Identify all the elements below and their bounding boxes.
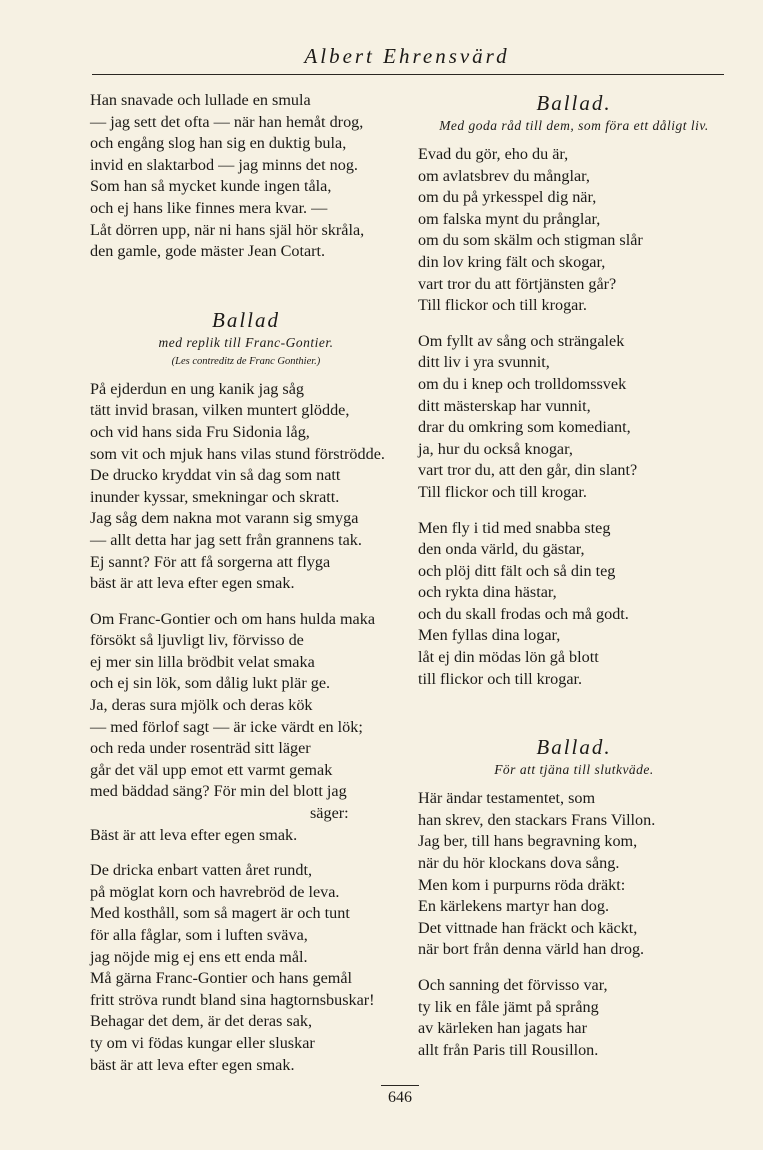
- verse-line: när bort från denna värld han drog.: [418, 940, 645, 959]
- verse-line: — med förlof sagt — är icke värdt en lök;: [90, 717, 363, 736]
- verse-line: vart tror du att förtjänsten går?: [418, 274, 617, 293]
- verse-line: vart tror du, att den går, din slant?: [418, 461, 638, 480]
- refrain-line: Bäst är att leva efter egen smak.: [90, 825, 298, 844]
- stanza: [90, 860, 402, 1076]
- verse-line: han skrev, den stackars Frans Villon.: [418, 810, 656, 829]
- verse-line: om du på yrkesspel dig när,: [418, 188, 597, 207]
- verse-line: En kärlekens martyr han dog.: [418, 897, 610, 916]
- right-column: [418, 90, 730, 1061]
- verse-line: och ej sin lök, som dålig lukt plär ge.: [90, 674, 331, 693]
- verse-line: Låt dörren upp, när ni hans själ hör skråla,: [90, 220, 365, 239]
- verse-line: Jag såg dem nakna mot varann sig smyga: [90, 509, 359, 528]
- verse-line: försökt så ljuvligt liv, förvisso de: [90, 631, 304, 650]
- section-gap: [90, 263, 402, 307]
- verse-line: allt från Paris till Rousillon.: [418, 1040, 599, 1059]
- ballad-title: Ballad: [212, 307, 280, 332]
- ballad-note: (Les contreditz de Franc Gonthier.): [171, 355, 321, 367]
- stanza-gap: [418, 317, 730, 331]
- verse-line: fritt ströva rundt bland sina hagtornsbuskar!: [90, 990, 375, 1009]
- ballad-subtitle: med replik till Franc-Gontier.: [158, 334, 334, 350]
- verse-line: av kärleken han jagats har: [418, 1019, 587, 1038]
- verse-line: Som han så mycket kunde ingen tåla,: [90, 177, 332, 196]
- verse-line: ty om vi födas kungar eller sluskar: [90, 1033, 315, 1052]
- verse-line: och ej hans like finnes mera kvar. —: [90, 198, 328, 217]
- verse-line: De dricka enbart vatten året rundt,: [90, 861, 313, 880]
- verse-line: ditt liv i yra svunnit,: [418, 353, 550, 372]
- verse-line: På ejderdun en ung kanik jag såg: [90, 379, 304, 398]
- verse-line: om falska mynt du prånglar,: [418, 209, 601, 228]
- verse-line: Men fyllas dina logar,: [418, 626, 561, 645]
- verse-line: på möglat korn och havrebröd de leva.: [90, 882, 340, 901]
- ballad-title: Ballad.: [536, 735, 612, 760]
- verse-line: och du skall frodas och må godt.: [418, 604, 629, 623]
- verse-line: inunder kyssar, smekningar och skratt.: [90, 487, 340, 506]
- verse-line: låt ej din mödas lön gå blott: [418, 648, 599, 667]
- stanza-gap: [418, 504, 730, 518]
- ballad-subtitle: För att tjäna till slutkväde.: [494, 762, 654, 778]
- stanza-gap: [90, 595, 402, 609]
- verse-line: — allt detta har jag sett från grannens tak.: [90, 530, 362, 549]
- verse-line: Men kom i purpurns röda dräkt:: [418, 875, 626, 894]
- verse-line: ja, hur du också knogar,: [418, 439, 573, 458]
- verse-line: ej mer sin lilla brödbit velat smaka: [90, 652, 315, 671]
- verse-line: tätt invid brasan, vilken muntert glödde,: [90, 401, 350, 420]
- verse-line: ty lik en fåle jämt på språng: [418, 997, 599, 1016]
- verse-line: Han snavade och lullade en smula: [90, 91, 311, 109]
- verse-line: ditt mästerskap har vunnit,: [418, 396, 591, 415]
- verse-line: Men fly i tid med snabba steg: [418, 518, 611, 537]
- verse-line: om du i knep och trolldomssvek: [418, 374, 627, 393]
- verse-line: Med kosthåll, som så magert är och tunt: [90, 904, 350, 923]
- running-head: Albert Ehrensvärd: [304, 44, 510, 68]
- stanza-gap: [418, 961, 730, 975]
- verse-line: Behagar det dem, är det deras sak,: [90, 1012, 313, 1031]
- verse-line: om du som skälm och stigman slår: [418, 231, 643, 250]
- verse-line: Om fyllt av sång och strängalek: [418, 331, 625, 350]
- verse-line: De drucko kryddat vin så dag som natt: [90, 466, 341, 485]
- header-rule: [92, 74, 724, 75]
- stanza: [90, 609, 402, 847]
- stanza: [418, 788, 730, 961]
- verse-line: med bäddad säng? För min del blott jag: [90, 782, 347, 801]
- verse-line: går det väl upp emot ett varmt gemak: [90, 760, 333, 779]
- verse-line: Ja, deras sura mjölk och deras kök: [90, 696, 313, 715]
- verse-line: invid en slaktarbod — jag minns det nog.: [90, 155, 358, 174]
- verse-line: den gamle, gode mäster Jean Cotart.: [90, 242, 326, 261]
- intro-stanza: [90, 90, 402, 263]
- refrain-line: Till flickor och till krogar.: [418, 296, 587, 315]
- verse-line: jag nöjde mig ej ens ett enda mål.: [90, 947, 308, 966]
- verse-line: när du hör klockans dova sång.: [418, 854, 620, 873]
- verse-line: drar du omkring som komediant,: [418, 418, 631, 437]
- verse-line: som vit och mjuk hans vilas stund förströdde.: [90, 444, 385, 463]
- verse-line: och reda under rosenträd sitt läger: [90, 739, 311, 758]
- section-gap: [418, 690, 730, 734]
- verse-line: Evad du gör, eho du är,: [418, 145, 569, 163]
- stanza: [418, 975, 730, 1061]
- verse-line: den onda värld, du gästar,: [418, 540, 585, 559]
- verse-line: din lov kring fält och skogar,: [418, 252, 606, 271]
- verse-line: om avlatsbrev du månglar,: [418, 166, 590, 185]
- refrain-line: bäst är att leva efter egen smak.: [90, 574, 295, 593]
- stanza: [90, 379, 402, 595]
- left-column: [90, 90, 402, 1076]
- verse-line: Det vittnade han fräckt och käckt,: [418, 918, 638, 937]
- verse-line: Ej sannt? För att få sorgerna att flyga: [90, 552, 331, 571]
- verse-line: — jag sett det ofta — när han hemåt drog,: [90, 112, 364, 131]
- verse-line: Må gärna Franc-Gontier och hans gemål: [90, 969, 353, 988]
- refrain-line: till flickor och till krogar.: [418, 669, 583, 688]
- stanza: [418, 518, 730, 691]
- verse-line: Jag ber, till hans begravning kom,: [418, 832, 638, 851]
- verse-line: Här ändar testamentet, som: [418, 789, 596, 808]
- verse-line: och rykta dina hästar,: [418, 583, 557, 602]
- stanza-gap: [90, 846, 402, 860]
- verse-line: Om Franc-Gontier och om hans hulda maka: [90, 609, 376, 628]
- verse-line: för alla fåglar, som i luften sväva,: [90, 926, 308, 944]
- page-number: 646: [381, 1085, 419, 1107]
- stanza: [418, 144, 730, 317]
- verse-line: Och sanning det förvisso var,: [418, 976, 608, 994]
- ballad-subtitle: Med goda råd till dem, som föra ett dåligt liv.: [439, 118, 709, 133]
- verse-line: och vid hans sida Fru Sidonia låg,: [90, 422, 310, 441]
- ballad-title: Ballad.: [536, 91, 612, 115]
- refrain-line: Till flickor och till krogar.: [418, 482, 587, 501]
- verse-line: och engång slog han sig en duktig bula,: [90, 134, 347, 153]
- refrain-line: bäst är att leva efter egen smak.: [90, 1055, 295, 1074]
- verse-line: och plöj ditt fält och så din teg: [418, 561, 616, 580]
- stanza: [418, 331, 730, 504]
- verse-line-turnover: säger:: [310, 804, 349, 823]
